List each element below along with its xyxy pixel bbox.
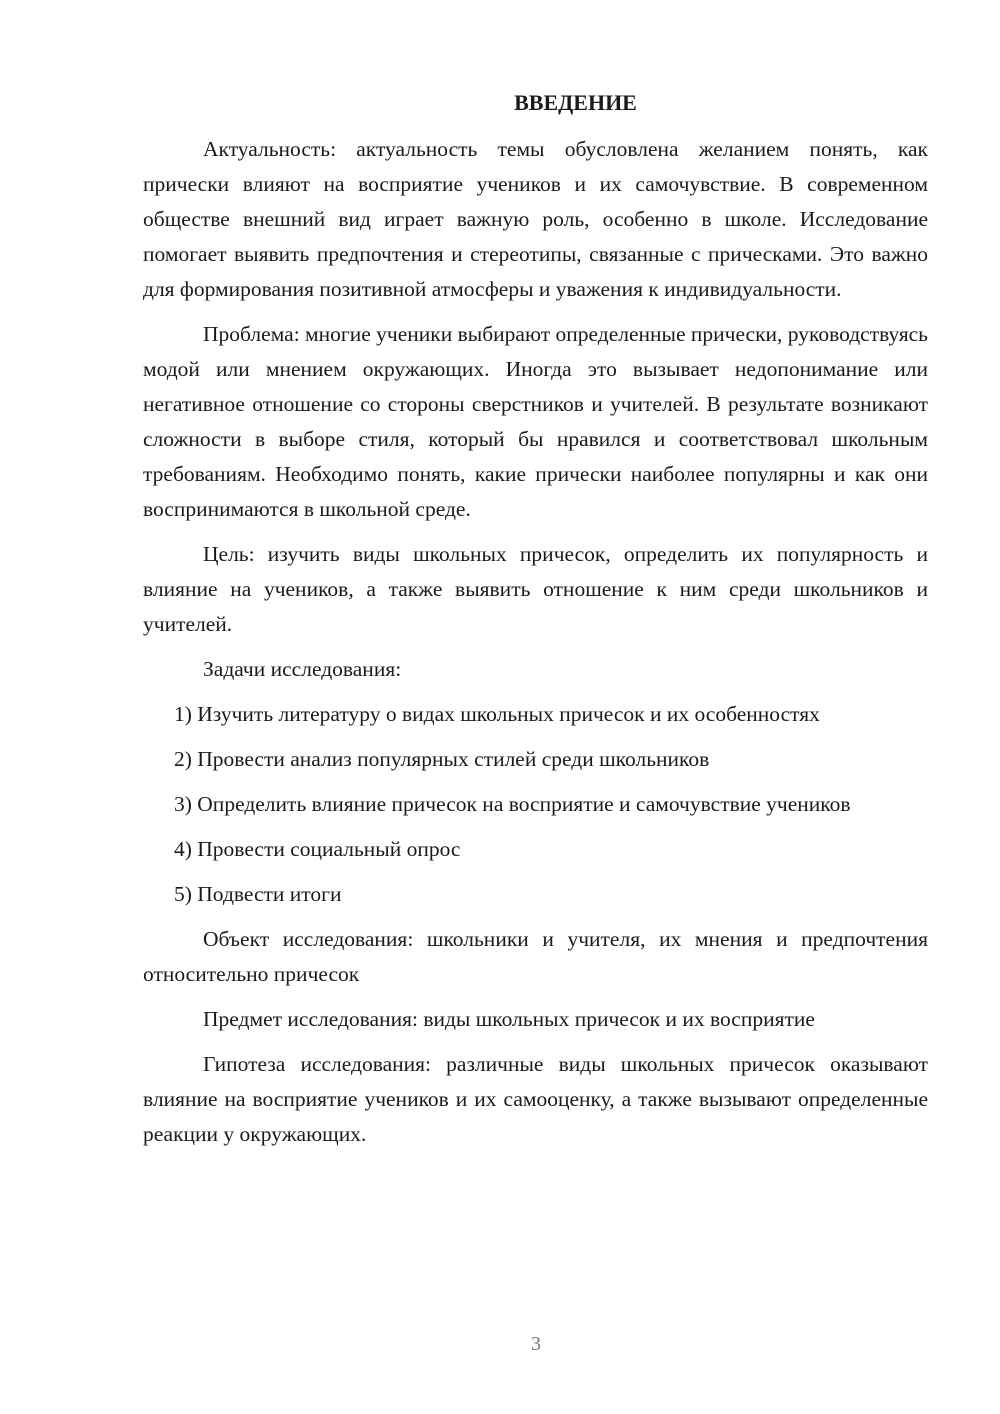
page-body bbox=[143, 90, 928, 1162]
goal-paragraph: Цель: изучить виды школьных причесок, определить их популярность и влияние на учеников, а также выявить отношение к ним среди школьников и учителей. bbox=[143, 542, 928, 637]
task-item: 2) Провести анализ популярных стилей среди школьников bbox=[174, 747, 710, 772]
task-item: 4) Провести социальный опрос bbox=[174, 837, 461, 862]
subject-paragraph: Предмет исследования: виды школьных причесок и их восприятие bbox=[203, 1007, 815, 1032]
relevance-paragraph: Актуальность: актуальность темы обусловлена желанием понять, как прически влияют на восприятие учеников и их самочувствие. В современном обществе внешний вид играет важную роль, особенно в школе. Исследование помогает выявить предпочтения и стереотипы, связанные с прическами. Это важно для формирования позитивной атмосферы и уважения к индивидуальности. bbox=[143, 137, 928, 302]
section-heading: ВВЕДЕНИЕ bbox=[514, 90, 637, 115]
page-number: 3 bbox=[531, 1333, 541, 1355]
object-paragraph: Объект исследования: школьники и учителя, их мнения и предпочтения относительно причесок bbox=[143, 927, 928, 987]
task-item: 3) Определить влияние причесок на восприятие и самочувствие учеников bbox=[174, 792, 851, 817]
task-item: 5) Подвести итоги bbox=[174, 882, 342, 907]
tasks-title: Задачи исследования: bbox=[203, 657, 402, 682]
task-item: 1) Изучить литературу о видах школьных причесок и их особенностях bbox=[174, 702, 820, 727]
hypothesis-paragraph: Гипотеза исследования: различные виды школьных причесок оказывают влияние на восприятие учеников и их самооценку, а также вызывают определенные реакции у окружающих. bbox=[143, 1052, 928, 1147]
problem-paragraph: Проблема: многие ученики выбирают определенные прически, руководствуясь модой или мнением окружающих. Иногда это вызывает недопонимание или негативное отношение со стороны сверстников и учителей. В результате возникают сложности в выборе стиля, который бы нравился и соответствовал школьным требованиям. Необходимо понять, какие прически наиболее популярны и как они воспринимаются в школьной среде. bbox=[143, 322, 928, 522]
